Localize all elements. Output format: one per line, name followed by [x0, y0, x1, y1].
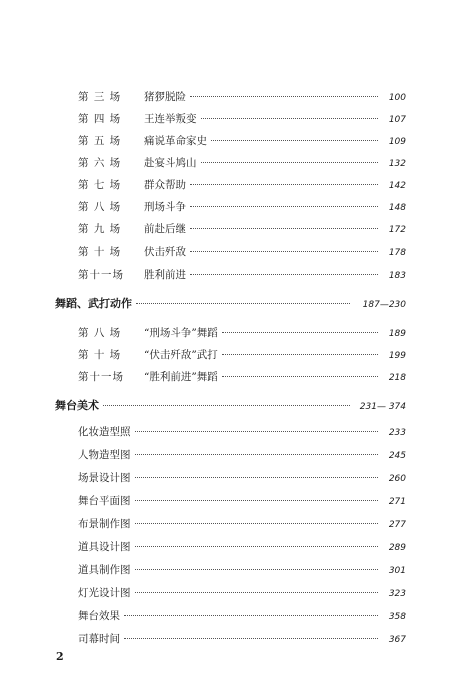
toc-entry[interactable] — [78, 563, 406, 578]
entry-title: 群众帮助 — [144, 179, 186, 191]
leader-dots — [222, 376, 378, 377]
scene-number: 第 九 场 — [78, 223, 122, 235]
scene-number: 第 三 场 — [78, 91, 122, 103]
page-number: 132 — [388, 159, 406, 169]
entry-title: 刑场斗争 — [144, 201, 186, 213]
page-number: 199 — [388, 351, 406, 361]
scene-number: 第十一场 — [78, 269, 124, 281]
leader-dots — [135, 454, 379, 455]
entry-title: 道具制作图 — [78, 564, 131, 576]
toc-entry[interactable] — [78, 200, 406, 215]
toc-entry[interactable] — [78, 632, 406, 647]
page-number: 367 — [388, 635, 406, 645]
toc-entry[interactable] — [78, 112, 406, 127]
leader-dots — [135, 431, 379, 432]
toc-entry[interactable] — [78, 222, 406, 237]
entry-title: 舞台平面图 — [78, 495, 131, 507]
entry-title: 胜利前进 — [144, 269, 186, 281]
scene-number: 第 五 场 — [78, 135, 122, 147]
entry-title: 化妆造型照 — [78, 426, 131, 438]
entry-title: 舞台效果 — [78, 610, 120, 622]
entry-title: 布景制作图 — [78, 518, 131, 530]
toc-entry[interactable] — [78, 245, 406, 260]
toc-section-stage[interactable] — [55, 399, 406, 414]
toc-entry[interactable] — [78, 178, 406, 193]
entry-title: 人物造型图 — [78, 449, 131, 461]
leader-dots — [211, 140, 378, 141]
page-number: 289 — [388, 543, 406, 553]
toc-entry[interactable] — [78, 494, 406, 509]
entry-title: 痛说革命家史 — [144, 135, 207, 147]
page-number: 107 — [388, 115, 406, 125]
scene-number: 第 四 场 — [78, 113, 122, 125]
toc-entry[interactable] — [78, 425, 406, 440]
leader-dots — [135, 477, 379, 478]
entry-title: “胜利前进”舞蹈 — [144, 371, 218, 383]
scene-number: 第 八 场 — [78, 201, 122, 213]
page-number: 148 — [388, 203, 406, 213]
page-number: 189 — [388, 329, 406, 339]
leader-dots — [124, 615, 378, 616]
leader-dots — [135, 569, 379, 570]
leader-dots — [136, 303, 350, 304]
page-number: 245 — [388, 451, 406, 461]
leader-dots — [190, 274, 378, 275]
page-number: 271 — [388, 497, 406, 507]
entry-title: 赴宴斗鸠山 — [144, 157, 197, 169]
scene-number: 第 八 场 — [78, 327, 122, 339]
toc-entry[interactable] — [78, 348, 406, 363]
leader-dots — [190, 251, 378, 252]
entry-title: 司幕时间 — [78, 633, 120, 645]
leader-dots — [135, 546, 379, 547]
toc-entry[interactable] — [78, 326, 406, 341]
leader-dots — [190, 228, 378, 229]
leader-dots — [135, 592, 379, 593]
entry-title: “刑场斗争”舞蹈 — [144, 327, 218, 339]
toc-entry[interactable] — [78, 540, 406, 555]
leader-dots — [201, 162, 379, 163]
page-number: 323 — [388, 589, 406, 599]
entry-title: 场景设计图 — [78, 472, 131, 484]
page-number: 301 — [388, 566, 406, 576]
page-number: 100 — [388, 93, 406, 103]
scene-number: 第 十 场 — [78, 349, 122, 361]
toc-entry[interactable] — [78, 90, 406, 105]
page-range: 187—230 — [362, 300, 406, 310]
page-number: 183 — [388, 271, 406, 281]
leader-dots — [190, 184, 378, 185]
entry-title: 灯光设计图 — [78, 587, 131, 599]
leader-dots — [190, 206, 378, 207]
toc-section-dance[interactable] — [55, 297, 406, 312]
leader-dots — [124, 638, 378, 639]
entry-title: 道具设计图 — [78, 541, 131, 553]
scene-number: 第 六 场 — [78, 157, 122, 169]
leader-dots — [190, 96, 378, 97]
page-range: 231— 374 — [359, 402, 406, 412]
entry-title: “伏击歼敌”武打 — [144, 349, 218, 361]
leader-dots — [103, 405, 350, 406]
leader-dots — [201, 118, 379, 119]
page-number: 142 — [388, 181, 406, 191]
toc-entry[interactable] — [78, 517, 406, 532]
leader-dots — [222, 354, 378, 355]
entry-title: 前赴后继 — [144, 223, 186, 235]
leader-dots — [222, 332, 378, 333]
page-number: 178 — [388, 248, 406, 258]
toc-entry[interactable] — [78, 370, 406, 385]
page-number: 358 — [388, 612, 406, 622]
page-number: 172 — [388, 225, 406, 235]
page-number: 109 — [388, 137, 406, 147]
toc-entry[interactable] — [78, 134, 406, 149]
scene-number: 第 十 场 — [78, 246, 122, 258]
page-number: 233 — [388, 428, 406, 438]
page-number: 218 — [388, 373, 406, 383]
toc-entry[interactable] — [78, 448, 406, 463]
page-folio: 2 — [56, 650, 64, 663]
scene-number: 第 七 场 — [78, 179, 122, 191]
scene-number: 第十一场 — [78, 371, 124, 383]
toc-entry[interactable] — [78, 156, 406, 171]
section-title: 舞蹈、武打动作 — [55, 297, 132, 310]
leader-dots — [135, 500, 379, 501]
entry-title: 伏击歼敌 — [144, 246, 186, 258]
section-title: 舞台美术 — [55, 399, 99, 412]
leader-dots — [135, 523, 379, 524]
page-number: 260 — [388, 474, 406, 484]
toc-entry[interactable] — [78, 268, 406, 283]
entry-title: 王连举叛变 — [144, 113, 197, 125]
toc-entry[interactable] — [78, 586, 406, 601]
toc-entry[interactable] — [78, 471, 406, 486]
toc-entry[interactable] — [78, 609, 406, 624]
page-number: 277 — [388, 520, 406, 530]
entry-title: 猪猡脱险 — [144, 91, 186, 103]
